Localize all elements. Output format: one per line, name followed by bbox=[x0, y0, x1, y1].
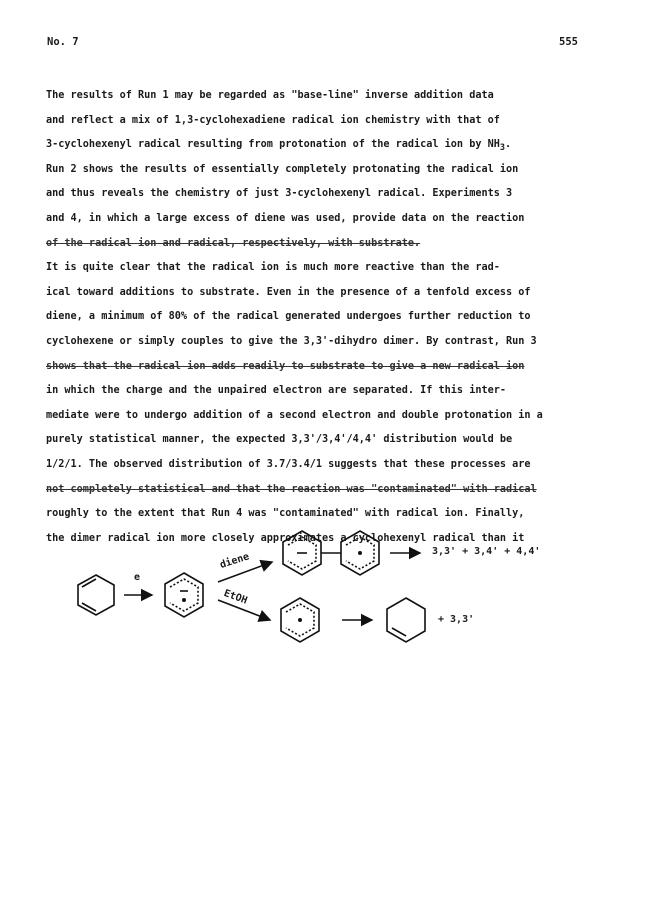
text-line: roughly to the extent that Run 4 was "contaminated" with radical ion. Finally, bbox=[46, 508, 525, 520]
radical-dot bbox=[358, 551, 362, 555]
text-line: 1/2/1. The observed distribution of 3.7/3.4/1 suggests that these processes are bbox=[46, 458, 531, 470]
text-line: ical toward additions to substrate. Even in the presence of a tenfold excess of bbox=[46, 286, 531, 298]
cyclohexene-structure bbox=[387, 598, 425, 642]
text-line: and reflect a mix of 1,3-cyclohexadiene radical ion chemistry with that of bbox=[46, 114, 500, 126]
text-line: The results of Run 1 may be regarded as "base-line" inverse addition data bbox=[46, 90, 494, 101]
text-line: cyclohexene or simply couples to give the 3,3'-dihydro dimer. By contrast, Run 3 bbox=[46, 335, 537, 347]
product-cyclohexene: + 3,3' bbox=[438, 614, 475, 625]
product-dimer-distribution: 3,3' + 3,4' + 4,4' bbox=[432, 546, 541, 557]
radical-dot bbox=[182, 598, 186, 602]
cyclohexadiene-structure bbox=[78, 575, 114, 615]
text-line: diene, a minimum of 80% of the radical generated undergoes further reduction to bbox=[46, 311, 531, 323]
text-line: and 4, in which a large excess of diene was used, provide data on the reaction bbox=[46, 212, 525, 224]
reaction-scheme bbox=[0, 520, 672, 660]
text-line: shows that the radical ion adds readily to substrate to give a new radical ion bbox=[46, 360, 525, 372]
body-text bbox=[46, 84, 606, 551]
radical-anion-structure bbox=[165, 573, 203, 617]
radical-dot bbox=[298, 618, 302, 622]
text-line: and thus reveals the chemistry of just 3-cyclohexenyl radical. Experiments 3 bbox=[46, 188, 513, 200]
text-line: It is quite clear that the radical ion is much more reactive than the rad- bbox=[46, 262, 500, 274]
scheme-drawing bbox=[0, 520, 672, 660]
text-line: Run 2 shows the results of essentially completely protonating the radical ion bbox=[46, 163, 519, 175]
subscript-3: 3 bbox=[499, 143, 505, 154]
text-line: of the radical ion and radical, respectively, with substrate. bbox=[46, 237, 421, 249]
reagent-electron: e bbox=[134, 572, 141, 583]
text-line: mediate were to undergo addition of a second electron and double protonation in a bbox=[46, 409, 543, 421]
text-line: purely statistical manner, the expected 3,3'/3,4'/4,4' distribution would be bbox=[46, 434, 513, 446]
dimer-radical-anion-structure bbox=[283, 531, 379, 575]
text-line: the dimer radical ion more closely approximates a cyclohexenyl radical than it bbox=[46, 532, 525, 544]
reagent-diene: diene bbox=[218, 551, 251, 571]
journal-issue: No. 7 bbox=[47, 36, 79, 48]
text-line: not completely statistical and that the reaction was "contaminated" with radical bbox=[46, 483, 537, 495]
text-line: in which the charge and the unpaired electron are separated. If this inter- bbox=[46, 385, 507, 397]
text-line: 3-cyclohexenyl radical resulting from protonation of the radical ion by $NH_3$. bbox=[46, 139, 512, 154]
page-number: 555 bbox=[559, 36, 578, 48]
reagent-etoh: EtOH bbox=[222, 588, 249, 607]
